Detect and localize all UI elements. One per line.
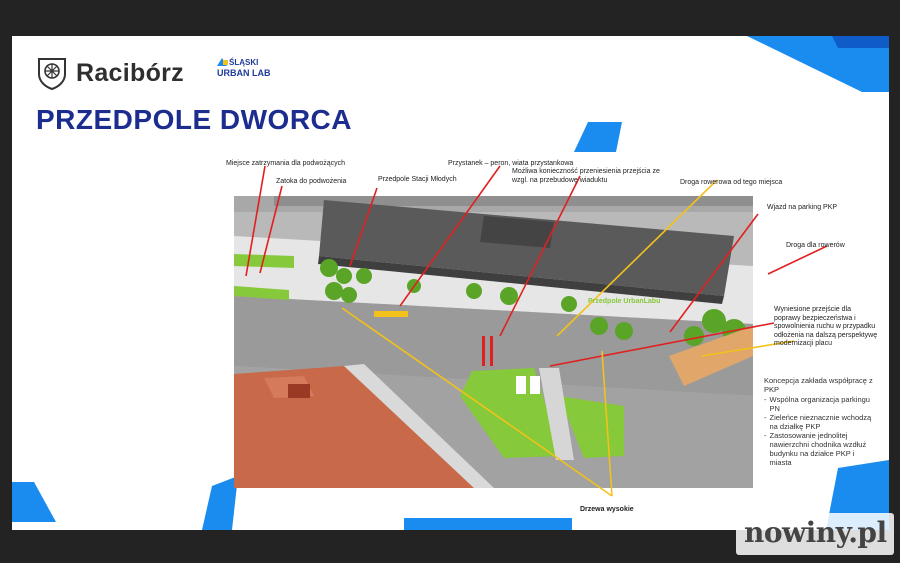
brand-name: Racibórz [76,58,184,87]
label-trees: Drzewa wysokie [580,506,634,513]
callout-line-bus-stop [400,166,500,306]
concept-notes [764,376,874,467]
label-raised-crossing: Wyniesione przejście dla poprawy bezpieczeństwa i spowolnienia ruchu w przypadku odłożenia na dalszą perspektywę modernizacji placu [774,306,878,347]
partner-line-2: URBAN LAB [217,68,271,78]
concept-item: - Wspólna organizacja parkingu PN [764,395,870,413]
label-crossing-note: Możliwa konieczność przeniesienia przejścia ze wzgl. na przebudowę wiaduktu [512,168,660,184]
label-bike-road: Droga dla rowerów [786,242,845,249]
callout-line-bay [260,186,282,273]
callout-line-stop-place [246,166,265,276]
callout-line-pkp-entry [670,214,758,332]
label-stop-place: Miejsce zatrzymania dla podwożących [226,160,346,167]
callout-line-trees-2 [602,351,612,496]
partner-line-1: ŚLĄSKI [229,58,259,67]
concept-item: - Zieleńce nieznacznie wchodzą na działkę PKP [764,413,872,431]
callout-line-raised-crossing [550,323,774,366]
concept-heading: Koncepcja zakłada współpracę z PKP [764,376,873,394]
nowiny-watermark [736,513,894,555]
label-forecourt: Przedpole UrbanLabu [588,298,661,305]
slide-title: PRZEDPOLE DWORCA [36,104,352,135]
callout-line-youth-station [350,188,377,266]
label-pkp-entry: Wjazd na parking PKP [767,204,838,211]
watermark-text: nowiny.pl [744,516,887,549]
callout-line-bike-route [557,180,717,336]
callout-line-trees-1 [342,308,612,496]
presentation-slide [12,36,889,530]
label-bay: Zatoka do podwożenia [276,178,347,185]
callout-line-crossing [500,176,580,336]
label-bike-route: Droga rowerowa od tego miejsca [680,179,783,186]
callout-lines [12,36,889,530]
label-bus-stop: Przystanek – peron, wiata przystankowa [448,160,574,167]
label-youth-station: Przedpole Stacji Młodych [378,176,457,183]
concept-item: - Zastosowanie jednolitej nawierzchni chodnika wzdłuż budynku na działce PKP i miasta [764,431,867,467]
